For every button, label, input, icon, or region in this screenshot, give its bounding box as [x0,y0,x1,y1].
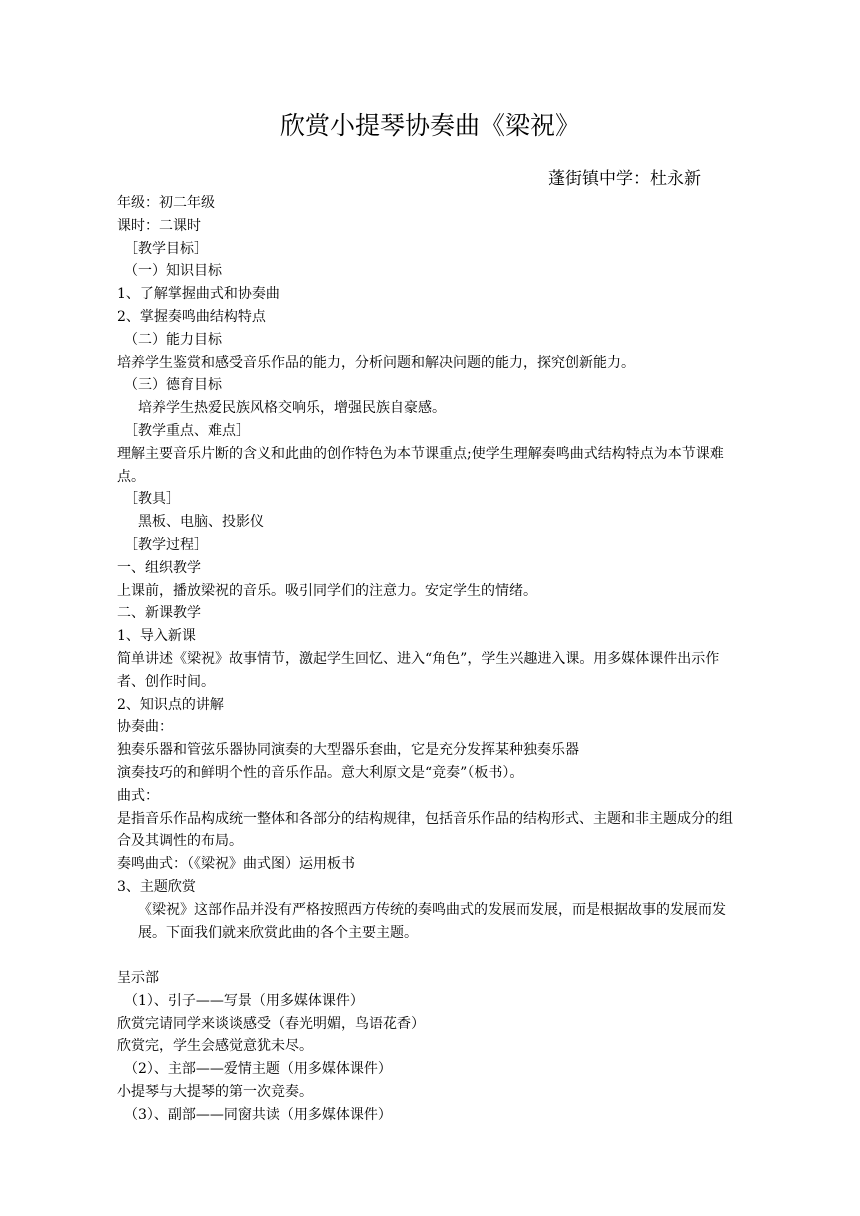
list-item: 1、了解掌握曲式和协奏曲 [117,286,280,303]
list-item: 1、导入新课 [117,628,196,645]
subheading: 一、组织教学 [117,559,201,576]
list-item: （1）、引子——写景（用多媒体课件） [124,992,364,1009]
list-item: （2）、主部——爱情主题（用多媒体课件） [124,1061,392,1078]
term-label: 协奏曲： [117,719,173,736]
paragraph: 培养学生热爱民族风格交响乐，增强民族自豪感。 [138,400,446,417]
paragraph: 《梁祝》这部作品并没有严格按照西方传统的奏鸣曲式的发展而发展，而是根据故事的发展而发展。下面我们就来欣赏此曲的各个主要主题。 [138,901,726,941]
author-line: 蓬街镇中学：杜永新 [548,169,701,189]
subheading-moral: （三）德育目标 [124,377,222,394]
paragraph: 欣赏完，学生会感觉意犹未尽。 [117,1038,313,1055]
paragraph: 理解主要音乐片断的含义和此曲的创作特色为本节课重点;使学生理解奏鸣曲式结构特点为本节课难点。 [117,445,724,485]
paragraph: 奏鸣曲式：（《梁祝》曲式图）运用板书 [117,856,355,873]
paragraph: 上课前，播放梁祝的音乐。吸引同学们的注意力。安定学生的情绪。 [117,582,537,599]
paragraph: 黑板、电脑、投影仪 [138,514,264,531]
subheading-knowledge: （一）知识目标 [124,263,222,280]
grade-line: 年级：初二年级 [117,195,215,211]
subheading: 呈示部 [117,970,159,987]
paragraph: 独奏乐器和管弦乐器协同演奏的大型器乐套曲，它是充分发挥某种独奏乐器 [117,742,579,759]
section-heading-goals: ［教学目标］ [124,240,208,257]
paragraph: 演奏技巧的和鲜明个性的音乐作品。意大利原文是“竞奏”（板书）。 [117,764,524,781]
blank-line [117,944,741,967]
section-heading-key-points: ［教学重点、难点］ [124,422,250,439]
list-item: 2、知识点的讲解 [117,696,224,713]
subheading: 二、新课教学 [117,605,201,622]
lesson-hours-line: 课时：二课时 [117,217,201,234]
paragraph: 小提琴与大提琴的第一次竞奏。 [117,1084,313,1101]
paragraph: 是指音乐作品构成统一整体和各部分的结构规律，包括音乐作品的结构形式、主题和非主题成分的组合及其调性的布局。 [117,810,733,850]
list-item: （3）、副部——同窗共读（用多媒体课件） [124,1106,392,1123]
term-label: 曲式： [117,787,159,804]
section-heading-tools: ［教具］ [124,491,180,508]
paragraph: 培养学生鉴赏和感受音乐作品的能力，分析问题和解决问题的能力，探究创新能力。 [117,354,635,371]
list-item: 2、掌握奏鸣曲结构特点 [117,308,266,325]
paragraph: 欣赏完请同学来谈谈感受（春光明媚，鸟语花香） [117,1015,425,1032]
document-body [117,192,741,1127]
subheading-ability: （二）能力目标 [124,331,222,348]
document-title: 欣赏小提琴协奏曲《梁祝》 [279,111,580,140]
section-heading-process: ［教学过程］ [124,536,208,553]
paragraph: 简单讲述《梁祝》故事情节，激起学生回忆、进入“角色”，学生兴趣进入课。用多媒体课件出示作者、创作时间。 [117,650,720,690]
list-item: 3、主题欣赏 [117,878,196,895]
